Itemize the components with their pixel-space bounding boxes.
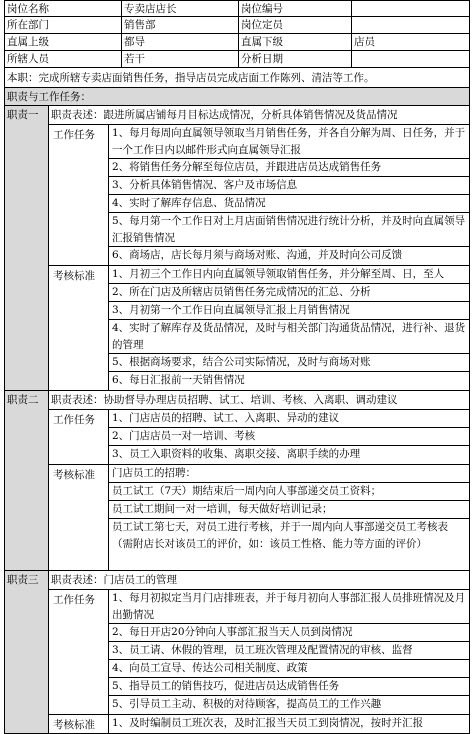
duty-3-task-6: 5、引导员工主动、积极的对待顾客，提高员工的工作兴趣 — [112, 698, 382, 710]
duty-1-task-2: 2、将销售任务分解至每位店员，并跟进店员达成销售任务 — [109, 159, 469, 177]
value-subordinate: 店员 — [354, 36, 375, 48]
value-department: 销售部 — [124, 19, 156, 31]
duty-3-tasks — [49, 590, 469, 715]
label-position-name: 岗位名称 — [7, 3, 49, 15]
value-staff: 若干 — [124, 53, 145, 65]
duty-1-criterion-6: 6、每日汇报前一天销售情况 — [112, 374, 245, 386]
value-analysis-date — [352, 51, 469, 67]
duty-3-task-2: 2、每日开店20分钟向人事部汇报当天人员到岗情况 — [109, 624, 469, 642]
duty-1-task-6: 6、商场店，店长每月须与商场对账、沟通，并及时向公司反馈 — [112, 249, 403, 261]
duty-3-criterion-1: 1、及时编制员工班次表，及时汇报当天员工到岗情况，按时并汇报 — [112, 717, 424, 729]
duty-1-task-1: 1、每月每周向直属领导领取当月销售任务，并各自分解为周、日任务，并于一个工作日内以邮件形式向直属领导汇报 — [109, 125, 469, 159]
duty-2-tasks-label: 工作任务 — [49, 410, 109, 464]
duty-summary-row — [4, 68, 470, 88]
duty-1-criterion-1: 1、月初三个工作日内向直属领导领取销售任务，并分解至周、日，至人 — [109, 266, 469, 284]
job-description-sheet — [4, 0, 470, 734]
duty-2-task-3: 3、员工入职资料的收集、离职交接、离职手续的办理 — [112, 448, 361, 460]
duty-2-criterion-2: 员工试工（7天）期结束后一周内向人事部递交员工资料； — [109, 483, 469, 501]
label-analysis-date: 分析日期 — [241, 53, 283, 65]
duty-1-description: 职责表述：跟进所属店铺每月目标达成情况，分析具体销售情况及货品情况 — [49, 106, 469, 125]
duty-1-criteria-label: 考核标准 — [49, 266, 109, 390]
duty-3-criteria — [49, 715, 469, 733]
label-staff: 所辖人员 — [7, 53, 49, 65]
header-row-2 — [4, 17, 470, 34]
label-headcount: 岗位定员 — [241, 19, 283, 31]
duty-2-criteria-label: 考核标准 — [49, 465, 109, 570]
duty-2-criteria — [49, 465, 469, 570]
duty-3-task-4: 4、向员工宣导、传达公司相关制度、政策 — [109, 660, 469, 678]
section-header: 职责与工作任务： — [7, 91, 91, 103]
label-subordinate: 直属下级 — [241, 36, 283, 48]
duty-2-task-1: 1、门店店员的招聘、试工、入离职、异动的建议 — [109, 410, 469, 428]
duty-1-label: 职责一 — [5, 106, 49, 390]
value-headcount — [352, 17, 469, 33]
header-row-4 — [4, 51, 470, 68]
duty-2-criterion-1: 门店员工的招聘： — [109, 465, 469, 483]
value-position-name: 专卖店店长 — [124, 3, 177, 15]
duty-1-tasks — [49, 125, 469, 266]
header-row-3 — [4, 34, 470, 51]
value-position-code — [352, 1, 469, 16]
duty-1-task-4: 4、实时了解库存信息、货品情况 — [109, 195, 469, 213]
duty-1-criterion-5: 5、根据商场要求，结合公司实际情况，及时与商场对账 — [109, 354, 469, 372]
section-header-row — [4, 88, 470, 106]
duty-2-tasks — [49, 410, 469, 465]
duty-2-criterion-4: 员工试工第七天，对员工进行考核，并于一周内向人事部递交员工考核表（需附店长对该员工的评价，如：该员工性格、能力等方面的评价） — [112, 521, 448, 550]
duty-3-label: 职责三 — [5, 571, 49, 733]
duty-3-description: 职责表述：门店员工的管理 — [49, 571, 469, 590]
duty-2-criterion-3: 员工试工期间一对一培训，每天做好培训记录； — [109, 501, 469, 519]
duty-3-tasks-label: 工作任务 — [49, 590, 109, 714]
duty-1-criterion-4: 4、实时了解库存及货品情况，及时与相关部门沟通货品情况，进行补、退货的管理 — [109, 320, 469, 354]
duty-1-task-5: 5、每月第一个工作日对上月店面销售情况进行统计分析，并及时向直属领导汇报销售情况 — [109, 213, 469, 247]
label-position-code: 岗位编号 — [241, 3, 283, 15]
label-department: 所在部门 — [7, 19, 49, 31]
duty-summary: 本职：完成所辖专卖店面销售任务，指导店员完成店面工作陈列、清洁等工作。 — [7, 72, 375, 84]
duty-3-block — [4, 571, 470, 734]
value-superior: 都导 — [124, 36, 145, 48]
duty-1-criterion-3: 3、月初第一个工作日向直属领导汇报上月销售情况 — [109, 302, 469, 320]
duty-3-task-5: 5、指导员工的销售技巧，促进店员达成销售任务 — [109, 678, 469, 696]
header-row-1 — [4, 0, 470, 17]
duty-1-criteria — [49, 266, 469, 390]
duty-2-block — [4, 391, 470, 571]
duty-2-description: 职责表述：协助督导办理店员招聘、试工、培训、考核、入离职、调动建议 — [49, 391, 469, 410]
duty-3-task-1: 1、每月初拟定当月门店排班表，并于每月初向人事部汇报人员排班情况及月出勤情况 — [109, 590, 469, 624]
duty-3-criteria-label: 考核标准 — [49, 715, 109, 733]
duty-1-criterion-2: 2、所在门店及所辖店员销售任务完成情况的汇总、分析 — [109, 284, 469, 302]
duty-1-tasks-label: 工作任务 — [49, 125, 109, 265]
duty-2-task-2: 2、门店店员一对一培训、考核 — [109, 428, 469, 446]
duty-1-task-3: 3、分析具体销售情况、客户及市场信息 — [109, 177, 469, 195]
duty-3-task-3: 3、员工请、休假的管理，员工班次管理及配置情况的审核、监督 — [109, 642, 469, 660]
duty-1-block — [4, 106, 470, 391]
duty-2-label: 职责二 — [5, 391, 49, 570]
label-superior: 直属上级 — [7, 36, 49, 48]
